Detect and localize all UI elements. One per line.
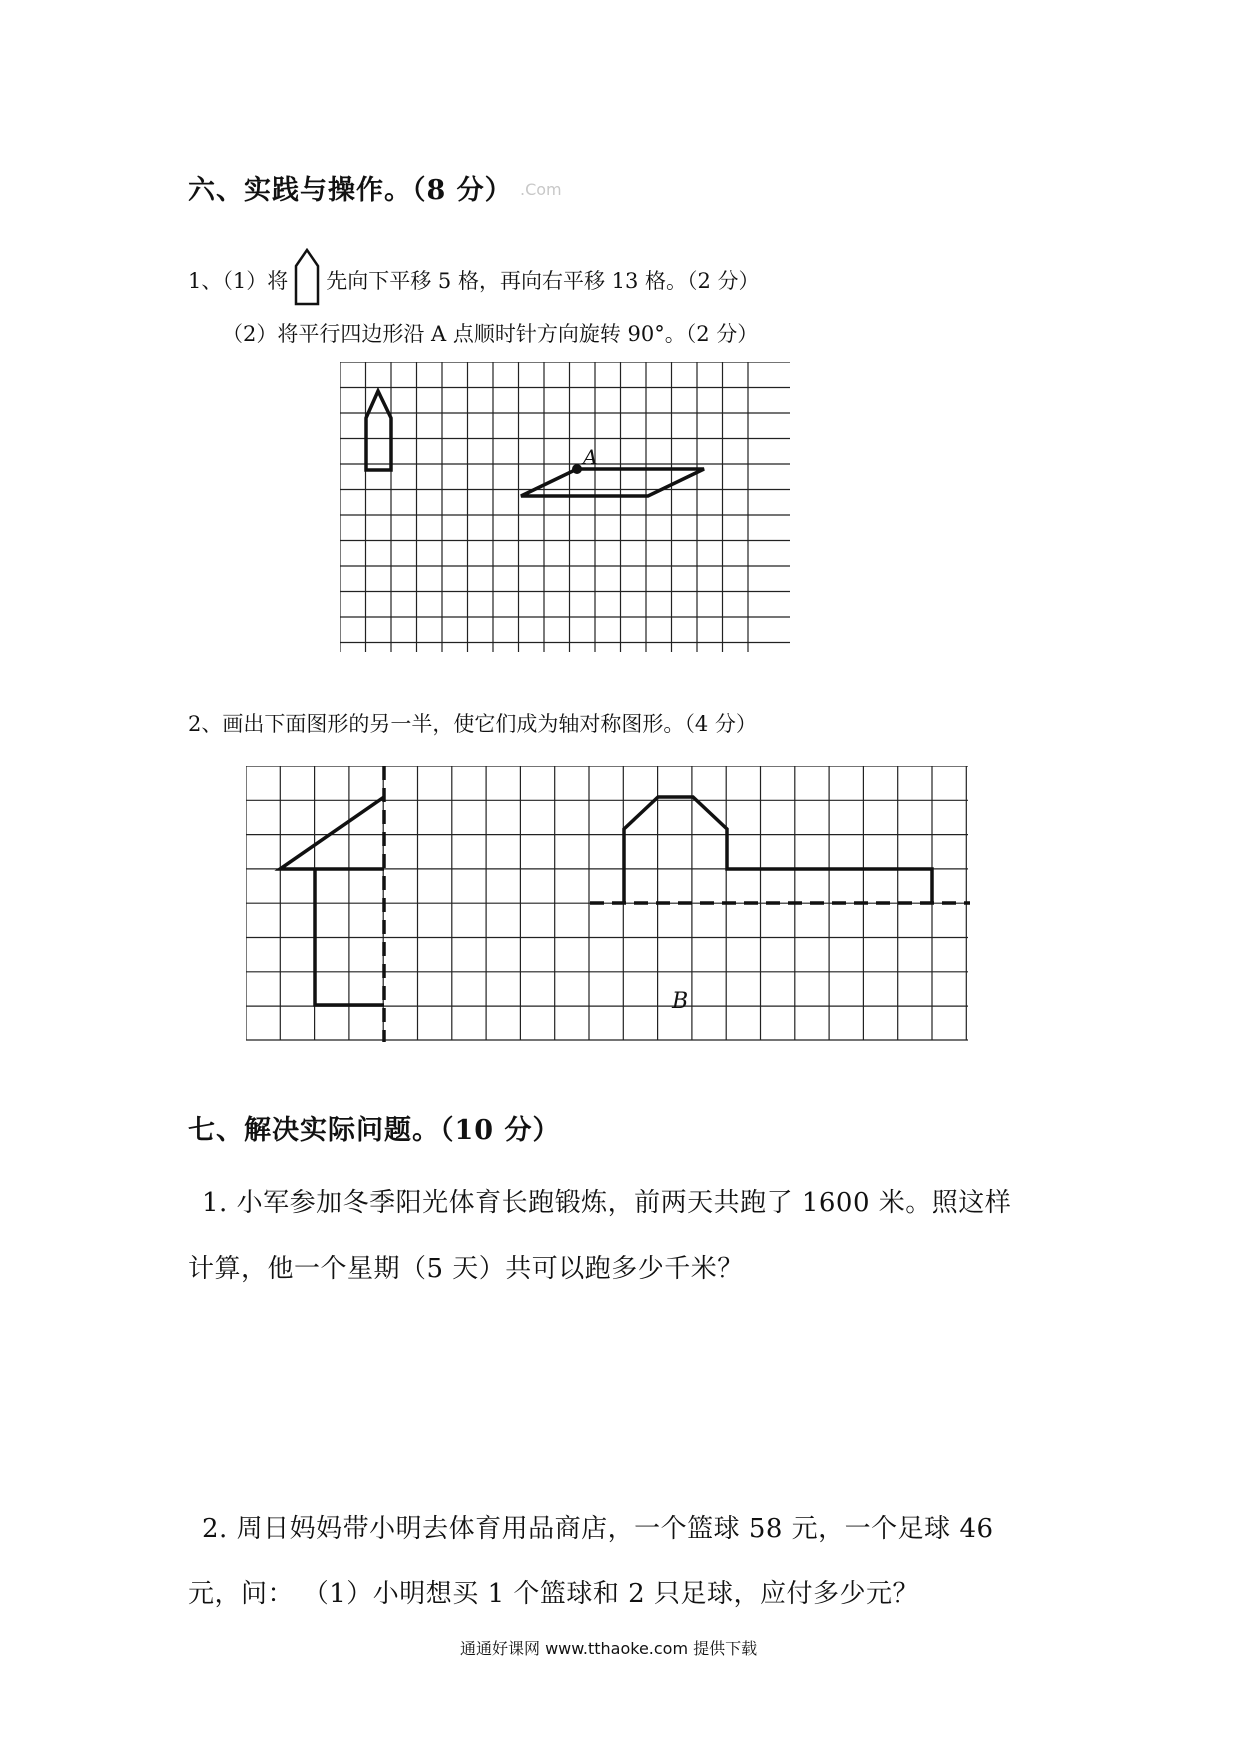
s7-q2-line1: 2. 周日妈妈带小明去体育用品商店，一个篮球 58 元，一个足球 46 — [202, 1514, 994, 1544]
parallelogram — [521, 469, 704, 496]
section-6-title: 六、实践与操作。（8 分） — [188, 175, 513, 206]
s7-q1-line1: 1. 小军参加冬季阳光体育长跑锻炼，前两天共跑了 1600 米。照这样 — [202, 1188, 1012, 1218]
q2-text: 2、画出下面图形的另一半，使它们成为轴对称图形。（4 分） — [188, 712, 757, 736]
q1-part1-suffix: 先向下平移 5 格，再向右平移 13 格。（2 分） — [326, 268, 760, 293]
footer-credit: 通通好课网 www.tthaoke.com 提供下载 — [460, 1639, 758, 1658]
right-figure — [624, 797, 932, 903]
section-7-title: 七、解决实际问题。（10 分） — [188, 1115, 561, 1146]
q1-part1-prefix: 1、（1）将 — [188, 268, 289, 293]
q1-part1 — [188, 248, 760, 311]
grid-2-svg — [246, 766, 970, 1042]
s7-q2-line2: 元，问： （1）小明想买 1 个篮球和 2 只足球，应付多少元？ — [188, 1579, 919, 1609]
left-figure-triangle — [280, 797, 384, 869]
grid-2 — [246, 766, 970, 1046]
pencil-shape — [366, 391, 391, 470]
point-a — [572, 464, 582, 474]
q1-part2: （2）将平行四边形沿 A 点顺时针方向旋转 90°。（2 分） — [222, 322, 759, 346]
point-a-label: A — [583, 445, 598, 469]
point-b-label: B — [672, 989, 689, 1014]
pencil-shape-icon — [294, 248, 320, 311]
grid-1 — [340, 362, 792, 658]
s7-q1-line2: 计算，他一个星期（5 天）共可以跑多少千米？ — [188, 1254, 744, 1284]
grid-1-svg — [340, 362, 792, 654]
watermark-text: .Com — [520, 180, 562, 199]
